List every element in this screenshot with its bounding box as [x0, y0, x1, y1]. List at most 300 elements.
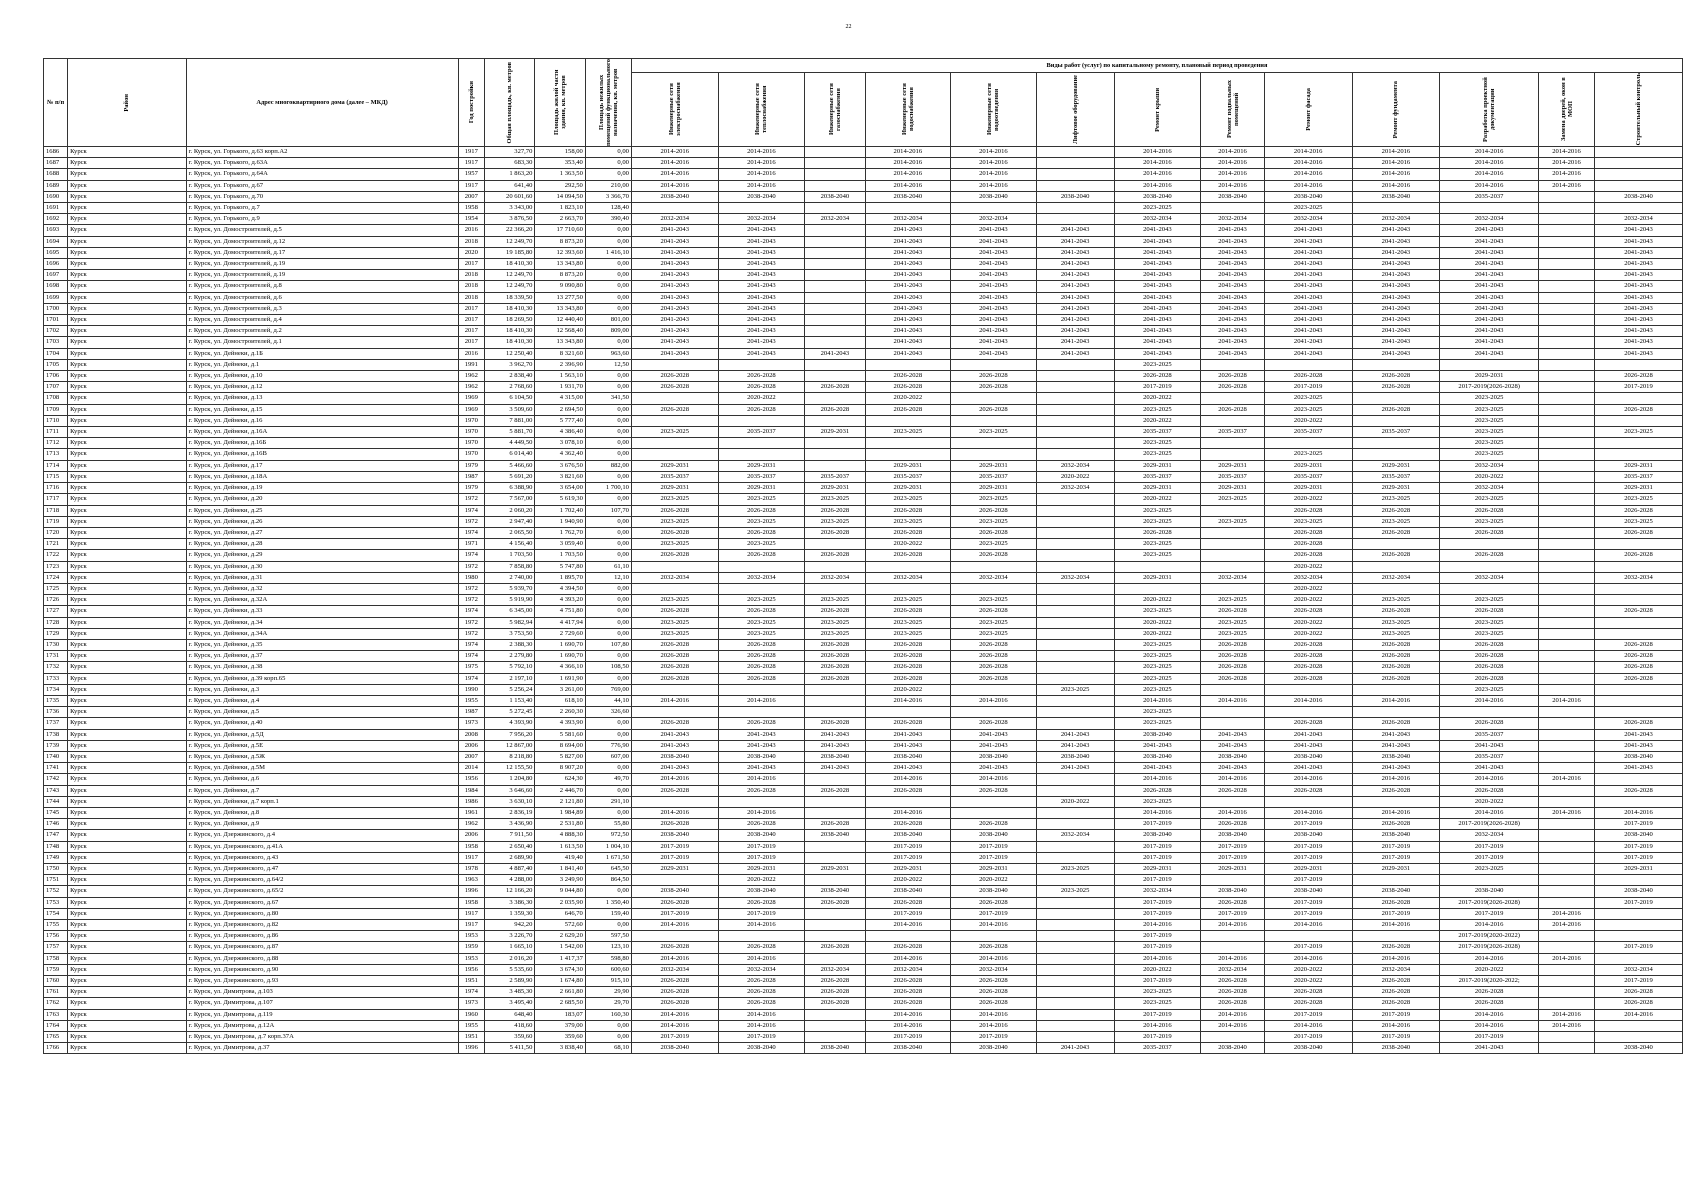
- cell-period: 2017-2019(2026-2028): [1440, 819, 1539, 830]
- cell-period: 2041-2043: [631, 326, 718, 337]
- cell-address: г. Курск, ул. Дзержинского, д.80: [186, 908, 458, 919]
- cell-year: 1951: [458, 1032, 484, 1043]
- cell-period: 2038-2040: [865, 1043, 951, 1054]
- cell-period: 2038-2040: [1264, 1043, 1352, 1054]
- cell-period: 2041-2043: [718, 315, 805, 326]
- cell-period: [1539, 830, 1595, 841]
- cell-period: 2026-2028: [951, 673, 1037, 684]
- cell-period: [1594, 684, 1682, 695]
- cell-period: 2014-2016: [1440, 695, 1539, 706]
- table-row: [44, 864, 1683, 875]
- cell-number: 1710: [44, 415, 68, 426]
- cell-district: Курск: [68, 393, 186, 404]
- cell-period: [1594, 147, 1682, 158]
- cell-year: 1972: [458, 628, 484, 639]
- cell-period: 2020-2022: [865, 539, 951, 550]
- cell-period: 2041-2043: [1352, 259, 1440, 270]
- cell-period: 2041-2043: [865, 729, 951, 740]
- cell-period: 2041-2043: [1594, 337, 1682, 348]
- cell-period: 2029-2031: [865, 483, 951, 494]
- cell-number: 1758: [44, 953, 68, 964]
- cell-period: 2023-2025: [1114, 449, 1201, 460]
- cell-area: 107,70: [585, 505, 631, 516]
- cell-period: 2029-2031: [1201, 864, 1265, 875]
- cell-area: 0,00: [585, 617, 631, 628]
- cell-period: 2038-2040: [631, 886, 718, 897]
- cell-period: [1594, 695, 1682, 706]
- cell-period: 2041-2043: [865, 236, 951, 247]
- cell-area: 882,00: [585, 460, 631, 471]
- table-row: [44, 785, 1683, 796]
- cell-year: 1972: [458, 561, 484, 572]
- cell-period: 2026-2028: [805, 942, 865, 953]
- cell-period: [1201, 359, 1265, 370]
- cell-period: 2026-2028: [1594, 998, 1682, 1009]
- cell-district: Курск: [68, 180, 186, 191]
- cell-area: 12 250,40: [484, 348, 534, 359]
- cell-period: 2014-2016: [865, 1009, 951, 1020]
- cell-period: 2029-2031: [1201, 460, 1265, 471]
- cell-period: 2023-2025: [1440, 617, 1539, 628]
- cell-period: [1539, 707, 1595, 718]
- cell-period: 2041-2043: [1264, 292, 1352, 303]
- cell-period: 2020-2022: [1114, 393, 1201, 404]
- cell-period: [1539, 247, 1595, 258]
- cell-area: 0,00: [585, 729, 631, 740]
- cell-period: 2014-2016: [1440, 953, 1539, 964]
- cell-period: 2032-2034: [1114, 886, 1201, 897]
- cell-area: 624,30: [535, 774, 585, 785]
- cell-number: 1757: [44, 942, 68, 953]
- cell-period: 2041-2043: [631, 763, 718, 774]
- cell-area: 5 411,50: [484, 1043, 534, 1054]
- cell-period: 2026-2028: [865, 527, 951, 538]
- cell-period: 2029-2031: [1114, 460, 1201, 471]
- cell-area: 1 841,40: [535, 864, 585, 875]
- cell-period: [1036, 707, 1114, 718]
- cell-period: [805, 292, 865, 303]
- cell-period: 2026-2028: [1440, 785, 1539, 796]
- cell-area: 341,50: [585, 393, 631, 404]
- cell-period: 2026-2028: [718, 976, 805, 987]
- cell-area: 1 563,10: [535, 371, 585, 382]
- cell-area: 4 315,00: [535, 393, 585, 404]
- cell-period: 2041-2043: [1114, 763, 1201, 774]
- cell-period: 2026-2028: [1440, 527, 1539, 538]
- cell-period: 2023-2025: [1440, 415, 1539, 426]
- cell-period: [1036, 203, 1114, 214]
- cell-area: 963,60: [585, 348, 631, 359]
- cell-area: 0,00: [585, 494, 631, 505]
- cell-period: 2023-2025: [1440, 404, 1539, 415]
- cell-period: [1594, 203, 1682, 214]
- cell-period: 2032-2034: [1440, 483, 1539, 494]
- cell-year: 1969: [458, 393, 484, 404]
- cell-area: 4 393,90: [484, 718, 534, 729]
- cell-period: [1539, 897, 1595, 908]
- cell-area: 1 153,40: [484, 695, 534, 706]
- cell-period: 2026-2028: [718, 505, 805, 516]
- cell-district: Курск: [68, 707, 186, 718]
- cell-district: Курск: [68, 987, 186, 998]
- cell-address: г. Курск, ул. Дейнеки, д.1: [186, 359, 458, 370]
- cell-period: [1264, 359, 1352, 370]
- cell-period: 2017-2019: [1594, 976, 1682, 987]
- cell-period: 2026-2028: [1201, 897, 1265, 908]
- cell-period: [1440, 583, 1539, 594]
- table-row: [44, 158, 1683, 169]
- cell-period: [1201, 527, 1265, 538]
- cell-period: [805, 875, 865, 886]
- cell-number: 1688: [44, 169, 68, 180]
- cell-address: г. Курск, ул. Домостроителей, д.8: [186, 281, 458, 292]
- cell-period: 2017-2019: [865, 1032, 951, 1043]
- cell-area: 359,60: [535, 1032, 585, 1043]
- cell-number: 1729: [44, 628, 68, 639]
- cell-period: 2023-2025: [1114, 359, 1201, 370]
- cell-period: 2026-2028: [631, 785, 718, 796]
- cell-period: [1201, 550, 1265, 561]
- cell-address: г. Курск, ул. Дейнеки, д.37: [186, 651, 458, 662]
- cell-period: 2029-2031: [951, 460, 1037, 471]
- cell-period: 2041-2043: [631, 225, 718, 236]
- cell-period: [1264, 438, 1352, 449]
- cell-number: 1745: [44, 807, 68, 818]
- cell-period: 2014-2016: [1264, 807, 1352, 818]
- cell-district: Курск: [68, 169, 186, 180]
- cell-period: 2020-2022: [1440, 964, 1539, 975]
- cell-period: 2017-2019: [1201, 841, 1265, 852]
- cell-period: 2017-2019: [1440, 1032, 1539, 1043]
- cell-period: 2014-2016: [1440, 158, 1539, 169]
- table-row: [44, 483, 1683, 494]
- cell-period: 2014-2016: [1114, 695, 1201, 706]
- cell-district: Курск: [68, 527, 186, 538]
- cell-area: 2 065,50: [484, 527, 534, 538]
- cell-number: 1756: [44, 931, 68, 942]
- cell-period: 2038-2040: [1264, 751, 1352, 762]
- cell-period: 2026-2028: [951, 998, 1037, 1009]
- cell-period: 2041-2043: [951, 315, 1037, 326]
- cell-period: 2041-2043: [1594, 225, 1682, 236]
- cell-period: 2026-2028: [718, 819, 805, 830]
- cell-address: г. Курск, ул. Дейнеки, д.34А: [186, 628, 458, 639]
- cell-period: 2041-2043: [1036, 1043, 1114, 1054]
- cell-area: 2 060,20: [484, 505, 534, 516]
- cell-address: г. Курск, ул. Дейнеки, д.15: [186, 404, 458, 415]
- cell-period: 2026-2028: [951, 550, 1037, 561]
- table-body: [44, 147, 1683, 1054]
- cell-period: 2041-2043: [1440, 315, 1539, 326]
- cell-area: 809,00: [585, 326, 631, 337]
- cell-period: [1036, 819, 1114, 830]
- cell-area: 2 279,80: [484, 651, 534, 662]
- cell-area: 49,70: [585, 774, 631, 785]
- cell-district: Курск: [68, 695, 186, 706]
- cell-area: 6 388,90: [484, 483, 534, 494]
- cell-area: 8 321,60: [535, 348, 585, 359]
- cell-year: 1953: [458, 931, 484, 942]
- cell-period: 2020-2022: [951, 875, 1037, 886]
- cell-area: 2 768,60: [484, 382, 534, 393]
- cell-period: 2026-2028: [1352, 942, 1440, 953]
- cell-period: 2014-2016: [865, 180, 951, 191]
- cell-period: [805, 359, 865, 370]
- cell-area: 3 509,60: [484, 404, 534, 415]
- cell-period: 2014-2016: [1539, 180, 1595, 191]
- cell-period: 2032-2034: [865, 572, 951, 583]
- cell-period: [1594, 539, 1682, 550]
- cell-area: 2 838,40: [484, 371, 534, 382]
- cell-period: [1539, 393, 1595, 404]
- table-row: [44, 214, 1683, 225]
- cell-period: 2023-2025: [718, 539, 805, 550]
- cell-area: 18 410,30: [484, 326, 534, 337]
- cell-number: 1711: [44, 427, 68, 438]
- cell-period: 2023-2025: [1440, 494, 1539, 505]
- table-row: [44, 976, 1683, 987]
- cell-address: г. Курск, ул. Горького, д.63 корп.А2: [186, 147, 458, 158]
- cell-period: 2026-2028: [805, 673, 865, 684]
- cell-period: [1594, 920, 1682, 931]
- cell-period: [1036, 953, 1114, 964]
- cell-period: 2014-2016: [631, 1009, 718, 1020]
- cell-period: 2032-2034: [1352, 572, 1440, 583]
- cell-number: 1704: [44, 348, 68, 359]
- cell-period: 2029-2031: [631, 864, 718, 875]
- cell-period: 2041-2043: [718, 236, 805, 247]
- cell-area: 648,40: [484, 1009, 534, 1020]
- cell-period: 2038-2040: [865, 886, 951, 897]
- cell-year: 1954: [458, 214, 484, 225]
- cell-period: [805, 415, 865, 426]
- cell-area: 1 690,70: [535, 651, 585, 662]
- table-row: [44, 147, 1683, 158]
- cell-period: [951, 807, 1037, 818]
- cell-period: [865, 583, 951, 594]
- cell-period: [1201, 875, 1265, 886]
- cell-period: 2026-2028: [631, 550, 718, 561]
- cell-period: 2029-2031: [865, 864, 951, 875]
- cell-year: 1972: [458, 516, 484, 527]
- cell-period: [1036, 628, 1114, 639]
- cell-period: 2026-2028: [1264, 673, 1352, 684]
- cell-period: [865, 931, 951, 942]
- cell-period: 2014-2016: [951, 695, 1037, 706]
- cell-period: 2026-2028: [631, 976, 718, 987]
- cell-period: 2023-2025: [1440, 516, 1539, 527]
- cell-area: 8 694,00: [535, 740, 585, 751]
- cell-area: 915,10: [585, 976, 631, 987]
- table-row: [44, 359, 1683, 370]
- cell-area: 0,00: [585, 158, 631, 169]
- table-row: [44, 595, 1683, 606]
- cell-number: 1761: [44, 987, 68, 998]
- cell-period: [1036, 550, 1114, 561]
- cell-period: [951, 707, 1037, 718]
- cell-period: 2017-2019: [631, 841, 718, 852]
- cell-period: [1201, 203, 1265, 214]
- cell-period: [1539, 841, 1595, 852]
- cell-period: 2017-2019(2026-2028): [1440, 942, 1539, 953]
- cell-area: 1 363,50: [535, 169, 585, 180]
- cell-year: 1984: [458, 785, 484, 796]
- cell-period: 2041-2043: [1114, 259, 1201, 270]
- cell-period: 2017-2019: [1594, 382, 1682, 393]
- cell-period: 2041-2043: [1201, 259, 1265, 270]
- cell-period: [718, 359, 805, 370]
- cell-period: 2014-2016: [631, 180, 718, 191]
- cell-area: 20 601,60: [484, 191, 534, 202]
- works-group-header: Виды работ (услуг) по капитальному ремонту, плановый период проведения: [631, 59, 1682, 73]
- cell-period: [1036, 606, 1114, 617]
- cell-period: 2014-2016: [1539, 158, 1595, 169]
- cell-period: 2023-2025: [1264, 449, 1352, 460]
- cell-period: [1036, 639, 1114, 650]
- cell-period: 2038-2040: [951, 191, 1037, 202]
- cell-period: 2038-2040: [805, 191, 865, 202]
- cell-period: 2041-2043: [1036, 236, 1114, 247]
- cell-period: 2026-2028: [805, 651, 865, 662]
- cell-area: 18 410,30: [484, 337, 534, 348]
- cell-period: 2026-2028: [1352, 998, 1440, 1009]
- cell-period: 2035-2037: [1440, 751, 1539, 762]
- cell-period: 2026-2028: [1264, 998, 1352, 1009]
- cell-period: 2020-2022: [865, 684, 951, 695]
- cell-period: 2041-2043: [1352, 348, 1440, 359]
- cell-period: 2026-2028: [718, 662, 805, 673]
- cell-period: 2014-2016: [865, 774, 951, 785]
- cell-period: [1036, 494, 1114, 505]
- cell-number: 1716: [44, 483, 68, 494]
- cell-year: 1956: [458, 964, 484, 975]
- cell-area: 0,00: [585, 337, 631, 348]
- cell-number: 1735: [44, 695, 68, 706]
- cell-area: 0,00: [585, 583, 631, 594]
- cell-area: 5 747,80: [535, 561, 585, 572]
- cell-period: [1539, 785, 1595, 796]
- cell-period: 2038-2040: [631, 751, 718, 762]
- cell-period: 2026-2028: [1201, 404, 1265, 415]
- cell-period: 2023-2025: [631, 628, 718, 639]
- cell-number: 1730: [44, 639, 68, 650]
- cell-address: г. Курск, ул. Дейнеки, д.4: [186, 695, 458, 706]
- cell-area: 1 674,80: [535, 976, 585, 987]
- cell-area: 1 895,70: [535, 572, 585, 583]
- cell-period: 2035-2037: [1201, 427, 1265, 438]
- cell-period: [1594, 180, 1682, 191]
- cell-period: 2038-2040: [951, 1043, 1037, 1054]
- cell-period: 2041-2043: [865, 337, 951, 348]
- cell-period: 2041-2043: [631, 348, 718, 359]
- cell-period: [1036, 931, 1114, 942]
- cell-district: Курск: [68, 841, 186, 852]
- cell-period: 2041-2043: [1352, 303, 1440, 314]
- cell-period: 2041-2043: [1114, 326, 1201, 337]
- cell-period: 2041-2043: [1114, 225, 1201, 236]
- cell-period: 2014-2016: [631, 1020, 718, 1031]
- cell-period: 2014-2016: [951, 147, 1037, 158]
- cell-period: 2026-2028: [865, 673, 951, 684]
- cell-period: [1036, 1020, 1114, 1031]
- table-row: [44, 964, 1683, 975]
- cell-period: 2014-2016: [1352, 1020, 1440, 1031]
- cell-period: 2014-2016: [1539, 774, 1595, 785]
- cell-area: 0,00: [585, 550, 631, 561]
- cell-period: 2026-2028: [951, 639, 1037, 650]
- cell-period: 2041-2043: [951, 281, 1037, 292]
- cell-year: 1974: [458, 987, 484, 998]
- cell-year: 1972: [458, 617, 484, 628]
- cell-district: Курск: [68, 662, 186, 673]
- cell-period: [1201, 931, 1265, 942]
- cell-period: 2041-2043: [718, 337, 805, 348]
- cell-area: 801,00: [585, 315, 631, 326]
- cell-period: 2020-2022: [1114, 595, 1201, 606]
- cell-period: 2041-2043: [1440, 740, 1539, 751]
- cell-period: 2017-2019: [718, 1032, 805, 1043]
- cell-period: 2014-2016: [1201, 774, 1265, 785]
- col-address-header: Адрес многоквартирного дома (далее – МКД): [186, 59, 458, 147]
- cell-period: 2041-2043: [1201, 270, 1265, 281]
- cell-number: 1707: [44, 382, 68, 393]
- cell-district: Курск: [68, 561, 186, 572]
- cell-period: 2035-2037: [1264, 427, 1352, 438]
- cell-period: 2041-2043: [718, 303, 805, 314]
- cell-period: [1594, 1032, 1682, 1043]
- cell-address: г. Курск, ул. Горького, д.63А: [186, 158, 458, 169]
- cell-year: 1963: [458, 875, 484, 886]
- cell-period: 2038-2040: [1201, 1043, 1265, 1054]
- cell-area: 61,10: [585, 561, 631, 572]
- cell-period: 2026-2028: [1264, 662, 1352, 673]
- cell-area: 1 703,50: [535, 550, 585, 561]
- cell-address: г. Курск, ул. Горького, д.70: [186, 191, 458, 202]
- cell-period: 2038-2040: [1201, 191, 1265, 202]
- cell-area: 2 836,19: [484, 807, 534, 818]
- cell-period: 2032-2034: [1440, 214, 1539, 225]
- cell-period: [951, 449, 1037, 460]
- cell-period: [1264, 707, 1352, 718]
- cell-area: 1 931,70: [535, 382, 585, 393]
- cell-period: 2032-2034: [1440, 572, 1539, 583]
- cell-period: 2014-2016: [1264, 695, 1352, 706]
- cell-period: 2014-2016: [951, 1009, 1037, 1020]
- cell-district: Курск: [68, 326, 186, 337]
- cell-period: 2038-2040: [1201, 751, 1265, 762]
- cell-address: г. Курск, ул. Домостроителей, д.19: [186, 270, 458, 281]
- cell-period: 2023-2025: [1440, 438, 1539, 449]
- cell-period: 2026-2028: [1440, 998, 1539, 1009]
- cell-number: 1726: [44, 595, 68, 606]
- cell-area: 12 249,70: [484, 236, 534, 247]
- cell-period: 2038-2040: [1352, 751, 1440, 762]
- cell-address: г. Курск, ул. Дейнеки, д.16А: [186, 427, 458, 438]
- cell-period: 2029-2031: [1264, 460, 1352, 471]
- cell-area: 0,00: [585, 471, 631, 482]
- cell-period: [865, 561, 951, 572]
- cell-period: 2041-2043: [951, 236, 1037, 247]
- cell-period: 2023-2025: [718, 617, 805, 628]
- cell-year: 2018: [458, 281, 484, 292]
- table-row: [44, 908, 1683, 919]
- cell-period: [1036, 449, 1114, 460]
- cell-area: 0,00: [585, 886, 631, 897]
- cell-period: 2026-2028: [1264, 539, 1352, 550]
- cell-period: 2014-2016: [1352, 147, 1440, 158]
- cell-area: 8 907,20: [535, 763, 585, 774]
- cell-area: 18 410,30: [484, 259, 534, 270]
